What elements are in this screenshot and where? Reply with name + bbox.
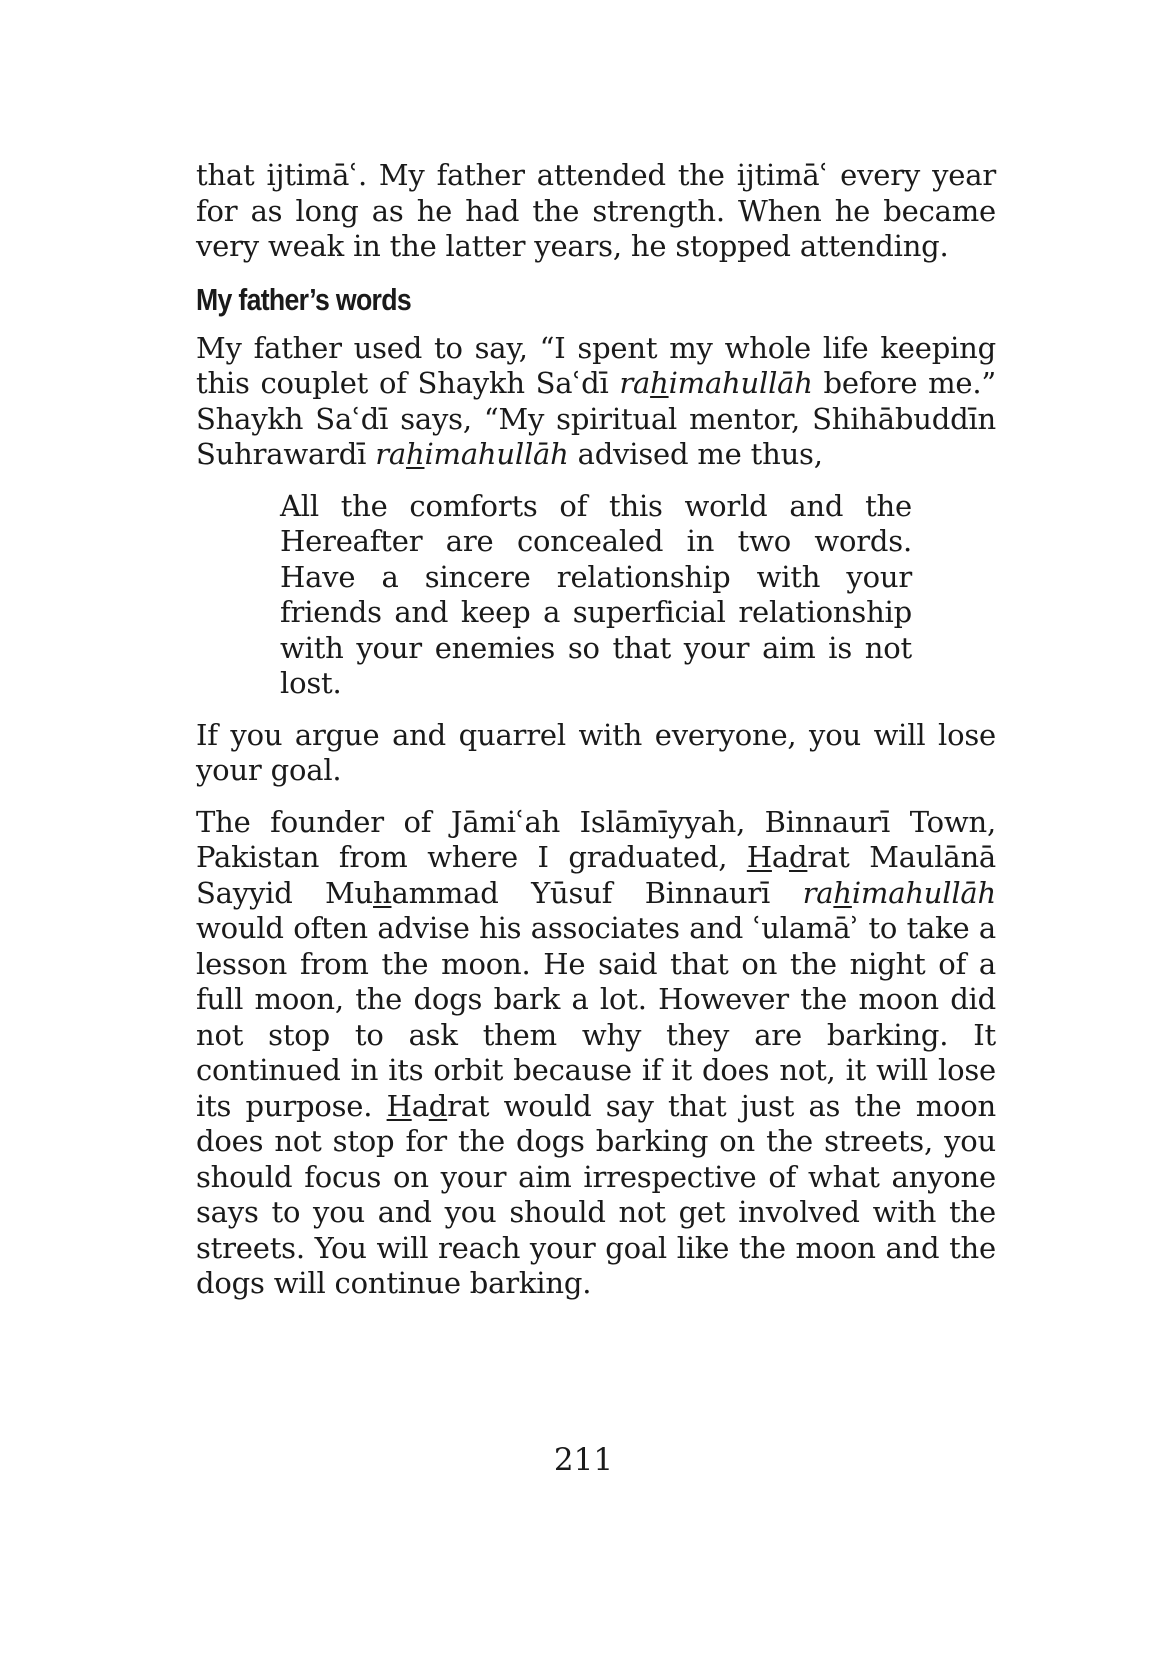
- paragraph-moon-lesson: The founder of Jāmiʿah Islāmīyyah, Binnaurī Town, Pakistan from where I graduated, Hadrat Maulānā Sayyid Muhammad Yūsuf Binnaurī rahimahullāh would often advise his associates and ʿulamāʾ to take a lesson from the moon. He said that on the night of a full moon, the dogs bark a lot. However the moon did not stop to ask them why they are barking. It continued in its orbit because if it does not, it will lose its purpose. Hadrat would say that just as the moon does not stop for the dogs barking on the streets, you should focus on your aim irrespective of what anyone says to you and you should not get involved with the streets. You will reach your goal like the moon and the dogs will continue barking.: [196, 804, 997, 1300]
- paragraph-ijtima: that ijtimāʿ. My father attended the ijtimāʿ every year for as long as he had the strength. When he became very weak in the latter years, he stopped attending.: [196, 158, 996, 263]
- page-number: 211: [553, 1442, 614, 1478]
- honorific-italic: rahimahullāh: [802, 875, 996, 910]
- page-body: [196, 158, 996, 1318]
- paragraph-fathers-saying: My father used to say, “I spent my whole life keeping this couplet of Shaykh Saʿdī rahimahullāh before me.” Shaykh Saʿdī says, “My spiritual mentor, Shihābuddīn Suhrawardī rahimahullāh advised me thus,: [196, 330, 997, 471]
- block-quote: All the comforts of this world and the Hereafter are concealed in two words. Have a sincere relationship with your friends and keep a superficial relationship with your enemies so that your aim is not lost.: [280, 488, 912, 700]
- paragraph-argue: If you argue and quarrel with everyone, you will lose your goal.: [196, 717, 996, 787]
- section-heading: My father’s words: [196, 281, 411, 317]
- honorific-italic: rahimahullāh: [375, 437, 569, 471]
- honorific-italic: rahimahullāh: [619, 366, 813, 400]
